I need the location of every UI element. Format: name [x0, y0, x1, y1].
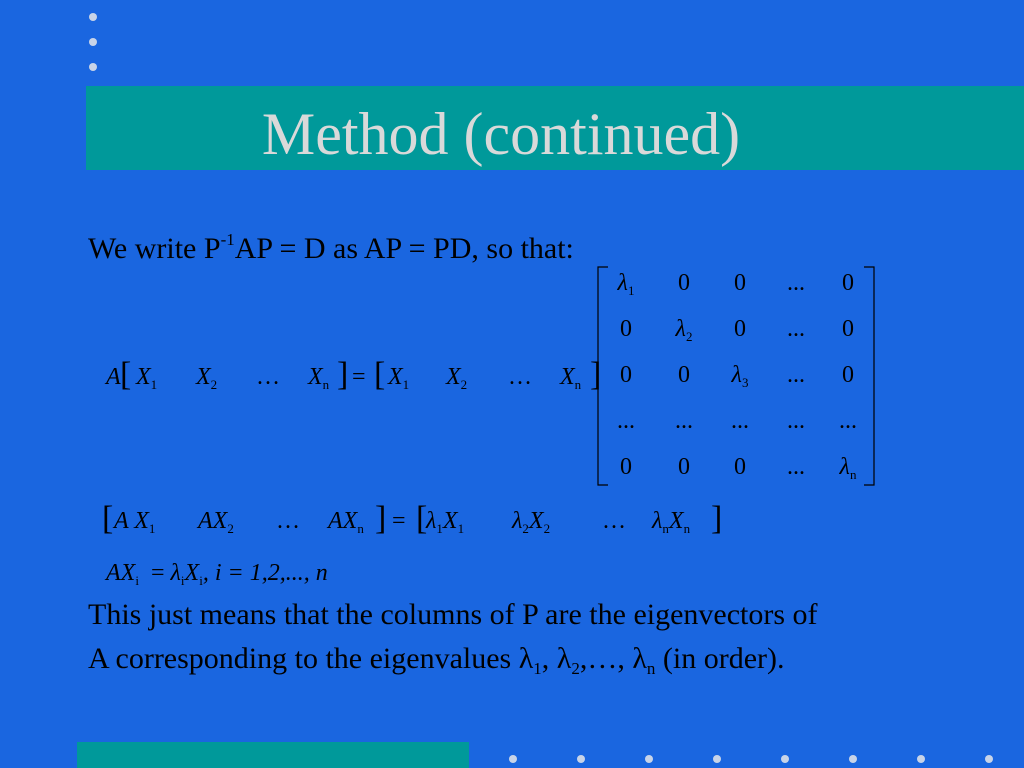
matrix-cell: 0	[620, 316, 632, 342]
matrix-cell: ...	[787, 270, 805, 296]
decor-dot	[577, 755, 585, 763]
eq1-lhs-A: A	[106, 364, 121, 390]
matrix-cell: ...	[787, 454, 805, 480]
matrix-cell: ...	[839, 408, 857, 434]
eq2-lhs-col: $AX_n$	[328, 508, 364, 536]
eq2-rhs-col: $\lambda_nX_n$	[652, 508, 691, 536]
decor-dot	[713, 755, 721, 763]
matrix-cell: ...	[617, 408, 635, 434]
title-bar	[86, 86, 1024, 170]
decor-dot	[89, 13, 97, 21]
conclusion-line-2: A corresponding to the eigenvalues $\lambda_1$, $\lambda_2,\dots$, $\lambda_n$ (in order).	[88, 642, 785, 678]
matrix-cell: ...	[787, 408, 805, 434]
matrix-cell: $\lambda_2$	[675, 316, 693, 344]
eq2-lhs-close-bracket: ]	[375, 500, 387, 537]
matrix-cell: 0	[678, 454, 690, 480]
matrix-cell: 0	[734, 454, 746, 480]
matrix-cell: 0	[734, 316, 746, 342]
matrix-cell: 0	[734, 270, 746, 296]
matrix-cell: ...	[675, 408, 693, 434]
eq2-rhs-col: …	[602, 508, 626, 534]
eq1-lhs-col: $X_n$	[308, 364, 330, 392]
eq1-lhs-open-bracket: [	[120, 356, 132, 393]
matrix-cell: 0	[842, 316, 854, 342]
decor-dot	[89, 38, 97, 46]
eq2-equals: =	[392, 508, 406, 534]
matrix-cell: 0	[842, 362, 854, 388]
decor-dot	[985, 755, 993, 763]
intro-pre: We write P	[88, 232, 221, 265]
decor-dot	[509, 755, 517, 763]
eq1-rhs-col: $X_1$	[388, 364, 410, 392]
eq1-rhs-close-bracket: ]	[590, 356, 602, 393]
slide-title-box	[86, 86, 1024, 170]
intro-post: AP = D as AP = PD, so that:	[234, 232, 574, 265]
eq2-lhs-open-bracket: [	[102, 500, 114, 537]
eq1-lhs-close-bracket: ]	[337, 356, 349, 393]
matrix-cell: $\lambda_3$	[731, 362, 749, 390]
equation-3: $AX_i = \lambda_iX_i$, i = 1,2,..., n	[106, 560, 328, 588]
slide-title: Method (continued)	[261, 101, 741, 167]
eq2-rhs-col: $\lambda_1X_1$	[426, 508, 465, 536]
matrix-cell: ...	[787, 316, 805, 342]
matrix-cell: $\lambda_n$	[839, 454, 857, 482]
eq1-rhs-open-bracket: [	[374, 356, 386, 393]
decor-dot	[849, 755, 857, 763]
matrix-cell: ...	[731, 408, 749, 434]
eq1-lhs-col: $X_2$	[196, 364, 218, 392]
matrix-cell: $\lambda_1$	[617, 270, 635, 298]
matrix-cell: ...	[787, 362, 805, 388]
eq2-rhs-open-bracket: [	[416, 500, 428, 537]
decor-dot	[645, 755, 653, 763]
intro-line	[88, 230, 574, 266]
matrix-cell: 0	[678, 270, 690, 296]
conclusion-line-1: This just means that the columns of P are the eigenvectors of	[88, 598, 818, 631]
eq2-lhs-col: $AX_2$	[198, 508, 234, 536]
decor-dot	[89, 63, 97, 71]
eq1-rhs-col: $X_2$	[446, 364, 468, 392]
eq1-lhs-col: …	[256, 364, 280, 390]
eq1-lhs-col: $X_1$	[136, 364, 158, 392]
eq1-rhs-col: …	[508, 364, 532, 390]
eq1-rhs-col: $X_n$	[560, 364, 582, 392]
decor-dot	[917, 755, 925, 763]
eq2-rhs-close-bracket: ]	[711, 500, 723, 537]
intro-sup: -1	[220, 230, 235, 249]
matrix-cell: 0	[620, 454, 632, 480]
matrix-cell: 0	[842, 270, 854, 296]
bottom-accent-bar	[77, 742, 469, 768]
matrix-cell: 0	[620, 362, 632, 388]
eq2-lhs-col: …	[276, 508, 300, 534]
eq2-rhs-col: $\lambda_2X_2$	[512, 508, 551, 536]
decor-dot	[781, 755, 789, 763]
eq1-equals: =	[352, 364, 366, 390]
eq2-lhs-col: A $X_1$	[114, 508, 156, 536]
matrix-cell: 0	[678, 362, 690, 388]
